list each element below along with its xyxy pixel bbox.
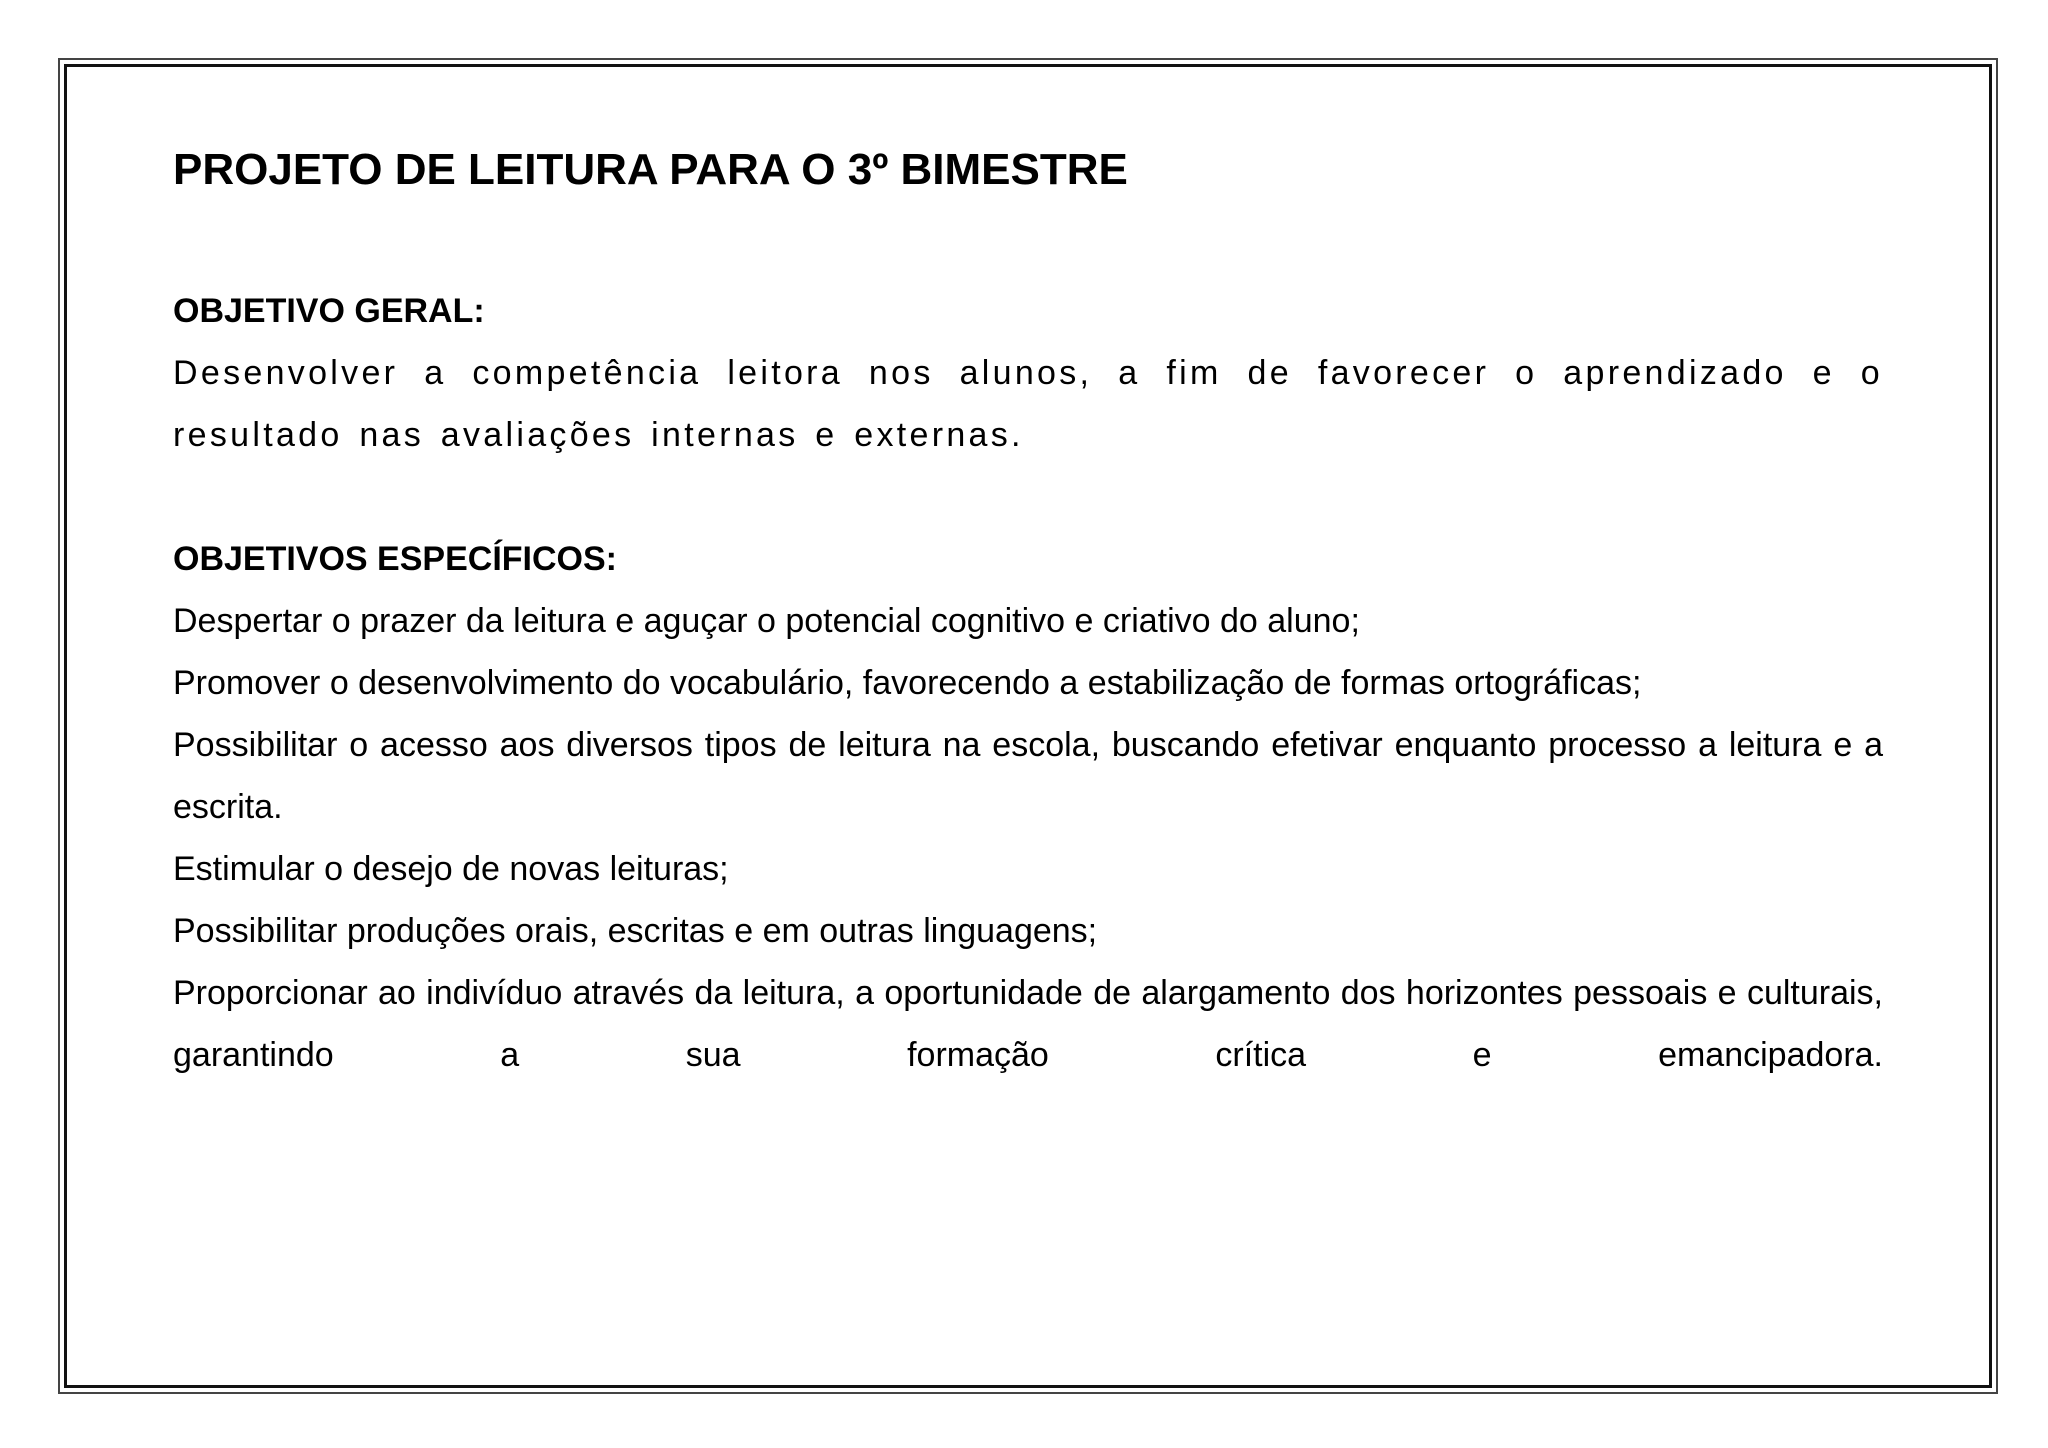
specific-objective-item: Estimular o desejo de novas leituras; (173, 850, 729, 888)
spacer (173, 466, 1883, 528)
general-objective-heading: OBJETIVO GERAL: (173, 292, 485, 330)
specific-objective-item: Possibilitar o acesso aos diversos tipos de leitura na escola, buscando efetivar enquanto processo a leitura e a escrita. (173, 726, 1883, 826)
document-title: PROJETO DE LEITURA PARA O 3º BIMESTRE (173, 145, 1128, 194)
specific-objectives-heading: OBJETIVOS ESPECÍFICOS: (173, 540, 617, 578)
general-objective-text: Desenvolver a competência leitora nos alunos, a fim de favorecer o aprendizado e o resultado nas avaliações internas e externas. (173, 354, 1883, 454)
document-body (173, 138, 1883, 1086)
specific-objectives-list (173, 590, 1883, 1086)
specific-objective-item: Despertar o prazer da leitura e aguçar o potencial cognitivo e criativo do aluno; (173, 602, 1360, 640)
specific-objective-item: Promover o desenvolvimento do vocabulário, favorecendo a estabilização de formas ortográficas; (173, 664, 1642, 702)
spacer (173, 202, 1883, 280)
specific-objective-item: Proporcionar ao indivíduo através da leitura, a oportunidade de alargamento dos horizontes pessoais e culturais, garantindo a sua formação crítica e emancipadora. (173, 974, 1883, 1074)
specific-objective-item: Possibilitar produções orais, escritas e em outras linguagens; (173, 912, 1098, 950)
